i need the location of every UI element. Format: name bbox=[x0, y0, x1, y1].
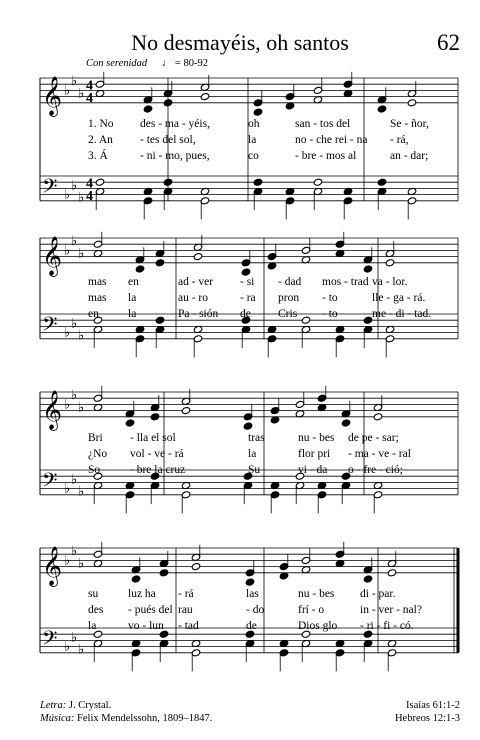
lyric-syllable: las bbox=[246, 588, 259, 600]
bass-note bbox=[191, 649, 201, 657]
bass-clef-icon: 𝄢 bbox=[42, 626, 58, 655]
treble-staff bbox=[40, 548, 458, 573]
lyric-syllable: in - ver - nal? bbox=[360, 604, 422, 616]
lyric-syllable: la bbox=[248, 448, 257, 460]
lyric-syllable: Su bbox=[248, 464, 261, 476]
treble-note bbox=[93, 550, 103, 558]
lyric-syllable: luz ha bbox=[128, 588, 156, 600]
lyric-syllable: 3. Á bbox=[88, 150, 108, 162]
metronome-mark: ♩ = 80-92 bbox=[161, 58, 208, 69]
lyric-syllable: va - lor. bbox=[372, 276, 408, 288]
treble-clef-icon: 𝄞 bbox=[42, 235, 63, 276]
flat-icon: ♭ bbox=[78, 399, 85, 415]
lyric-syllable: - lla el sol bbox=[130, 432, 176, 444]
flat-icon: ♭ bbox=[64, 396, 71, 412]
flat-icon: ♭ bbox=[78, 555, 85, 571]
lyric-syllable: vi - da bbox=[298, 464, 328, 476]
treble-note bbox=[279, 563, 289, 571]
lyric-syllable: au - ro bbox=[178, 292, 209, 304]
lyric-syllable: oh bbox=[248, 118, 260, 130]
flat-icon: ♭ bbox=[71, 629, 78, 645]
flat-icon: ♭ bbox=[71, 471, 78, 487]
flat-icon: ♭ bbox=[71, 73, 78, 89]
lyric-syllable: Se - ñor, bbox=[390, 118, 429, 130]
lyric-syllable: o - fre - ció; bbox=[348, 464, 403, 476]
flat-icon: ♭ bbox=[78, 641, 85, 657]
treble-note bbox=[301, 556, 311, 564]
flat-icon: ♭ bbox=[78, 327, 85, 343]
time-signature-numerator: 4 bbox=[86, 78, 93, 94]
lyric-syllable: des - ma - yéis, bbox=[140, 118, 210, 130]
lyric-syllable: la bbox=[88, 620, 97, 632]
flat-icon: ♭ bbox=[78, 189, 85, 205]
flat-icon: ♭ bbox=[71, 315, 78, 331]
flat-icon: ♭ bbox=[71, 543, 78, 559]
treble-note bbox=[363, 575, 373, 583]
treble-note bbox=[245, 569, 255, 577]
bass-note bbox=[131, 649, 141, 657]
lyric-syllable: - tes del sol, bbox=[140, 134, 196, 146]
music-composer: Felix Mendelssohn, 1809–1847. bbox=[77, 713, 213, 724]
flat-icon: ♭ bbox=[64, 186, 71, 202]
lyric-syllable: mas bbox=[88, 292, 107, 304]
lyric-syllable: - tad bbox=[178, 620, 199, 632]
lyric-syllable: en bbox=[128, 276, 139, 288]
lyric-syllable: - ri - fi - có. bbox=[360, 620, 414, 632]
flat-icon: ♭ bbox=[78, 245, 85, 261]
lyric-syllable: nu - bes bbox=[298, 432, 335, 444]
bass-note bbox=[335, 649, 345, 657]
bass-clef-icon: 𝄢 bbox=[42, 174, 58, 203]
treble-clef-icon: 𝄞 bbox=[42, 75, 63, 116]
lyric-syllable: ad - ver bbox=[178, 276, 214, 288]
lyrics-credit bbox=[40, 699, 212, 712]
hymn-title: No desmayéis, oh santos bbox=[131, 30, 349, 55]
flat-icon: ♭ bbox=[64, 82, 71, 98]
lyrics-credit-label: Letra: bbox=[40, 700, 67, 711]
lyric-syllable: no - che rei - na bbox=[295, 134, 368, 146]
time-signature-numerator: 4 bbox=[86, 176, 93, 192]
music-credit-label: Música: bbox=[40, 713, 75, 724]
metronome-value: = 80-92 bbox=[174, 58, 208, 69]
lyric-syllable: - si bbox=[240, 276, 255, 288]
flat-icon: ♭ bbox=[71, 177, 78, 193]
lyric-syllable: - bre - mos al bbox=[295, 150, 357, 162]
lyric-syllable: la bbox=[248, 134, 257, 146]
lyric-syllable: vo - lun bbox=[128, 620, 164, 632]
lyric-syllable: - ma - ve - ral bbox=[348, 448, 411, 460]
lyric-syllable: frí - o bbox=[298, 604, 325, 616]
treble-clef-icon: 𝄞 bbox=[42, 389, 63, 430]
flat-icon: ♭ bbox=[64, 324, 71, 340]
lyric-syllable: vol - ve - rá bbox=[130, 448, 184, 460]
bass-note bbox=[387, 649, 397, 657]
lyric-syllable: des bbox=[88, 604, 104, 616]
bass-note bbox=[279, 649, 289, 657]
lyric-syllable: - do bbox=[246, 604, 265, 616]
credits-right bbox=[395, 699, 460, 725]
credits-left bbox=[40, 699, 212, 725]
flat-icon: ♭ bbox=[71, 387, 78, 403]
lyrics-author: J. Crystal. bbox=[68, 700, 112, 711]
treble-note bbox=[387, 569, 397, 577]
flat-icon: ♭ bbox=[64, 242, 71, 258]
scripture-reference-1: Isaías 61:1-2 bbox=[406, 700, 460, 711]
tempo-text: Con serenidad bbox=[86, 58, 148, 69]
lyric-syllable: Pa - sión bbox=[178, 308, 219, 320]
flat-icon: ♭ bbox=[64, 638, 71, 654]
lyric-syllable: lle - ga - rá. bbox=[372, 292, 426, 304]
flat-icon: ♭ bbox=[64, 552, 71, 568]
lyric-syllable: ¿No bbox=[88, 448, 108, 460]
lyric-syllable: - to bbox=[322, 308, 338, 320]
flat-icon: ♭ bbox=[78, 483, 85, 499]
lyric-syllable: en bbox=[88, 308, 99, 320]
lyric-syllable: an - dar; bbox=[390, 150, 429, 162]
lyric-syllable: de pe - sar; bbox=[348, 432, 399, 444]
lyric-syllable: 1. No bbox=[88, 118, 114, 130]
scripture-reference-2: Hebreos 12:1-3 bbox=[394, 713, 460, 724]
lyric-syllable: co bbox=[248, 150, 259, 162]
lyric-syllable: mos - trad bbox=[322, 276, 369, 288]
bass-clef-icon: 𝄢 bbox=[42, 468, 58, 497]
lyric-syllable: 2. An bbox=[88, 134, 113, 146]
flat-icon: ♭ bbox=[64, 480, 71, 496]
time-signature-denominator: 4 bbox=[86, 188, 93, 204]
lyric-syllable: tras bbox=[248, 432, 265, 444]
lyric-syllable: - pués del bbox=[128, 604, 173, 616]
treble-note bbox=[191, 563, 201, 571]
flat-icon: ♭ bbox=[78, 85, 85, 101]
lyric-syllable: - to bbox=[322, 292, 338, 304]
lyric-syllable: Bri bbox=[88, 432, 103, 444]
lyric-syllable: san - tos del bbox=[295, 118, 351, 130]
lyric-syllable: la bbox=[128, 308, 137, 320]
lyric-syllable: su bbox=[88, 588, 99, 600]
lyric-syllable: mas bbox=[88, 276, 107, 288]
hymn-number: 62 bbox=[437, 30, 460, 55]
bass-clef-icon: 𝄢 bbox=[42, 312, 58, 341]
treble-note bbox=[245, 578, 255, 586]
lyric-syllable: So bbox=[88, 464, 101, 476]
lyric-syllable: Cris bbox=[278, 308, 298, 320]
lyric-syllable: nu - bes bbox=[298, 588, 335, 600]
lyric-syllable: de bbox=[246, 620, 257, 632]
lyric-syllable: - bre la cruz bbox=[130, 464, 186, 476]
lyric-syllable: flor pri bbox=[298, 448, 331, 460]
lyric-syllable: la bbox=[128, 292, 137, 304]
lyric-syllable: - rá, bbox=[390, 134, 409, 146]
lyric-syllable: de bbox=[240, 308, 251, 320]
treble-note bbox=[131, 575, 141, 583]
lyric-syllable: me - di - tad. bbox=[372, 308, 432, 320]
lyric-syllable: - rá bbox=[178, 588, 194, 600]
lyric-syllable: di - par. bbox=[360, 588, 396, 600]
lyric-syllable: Dios glo bbox=[298, 620, 338, 632]
lyric-syllable: pron bbox=[278, 292, 300, 304]
time-signature-denominator: 4 bbox=[86, 90, 93, 106]
lyric-syllable: - dad bbox=[278, 276, 302, 288]
treble-clef-icon: 𝄞 bbox=[42, 545, 63, 586]
lyric-syllable: - ra bbox=[240, 292, 256, 304]
lyric-syllable: - ni - mo, pues, bbox=[140, 150, 210, 162]
treble-note bbox=[335, 550, 345, 558]
music-credit bbox=[40, 712, 212, 725]
treble-note bbox=[159, 569, 169, 577]
flat-icon: ♭ bbox=[71, 233, 78, 249]
lyric-syllable: rau bbox=[178, 604, 193, 616]
